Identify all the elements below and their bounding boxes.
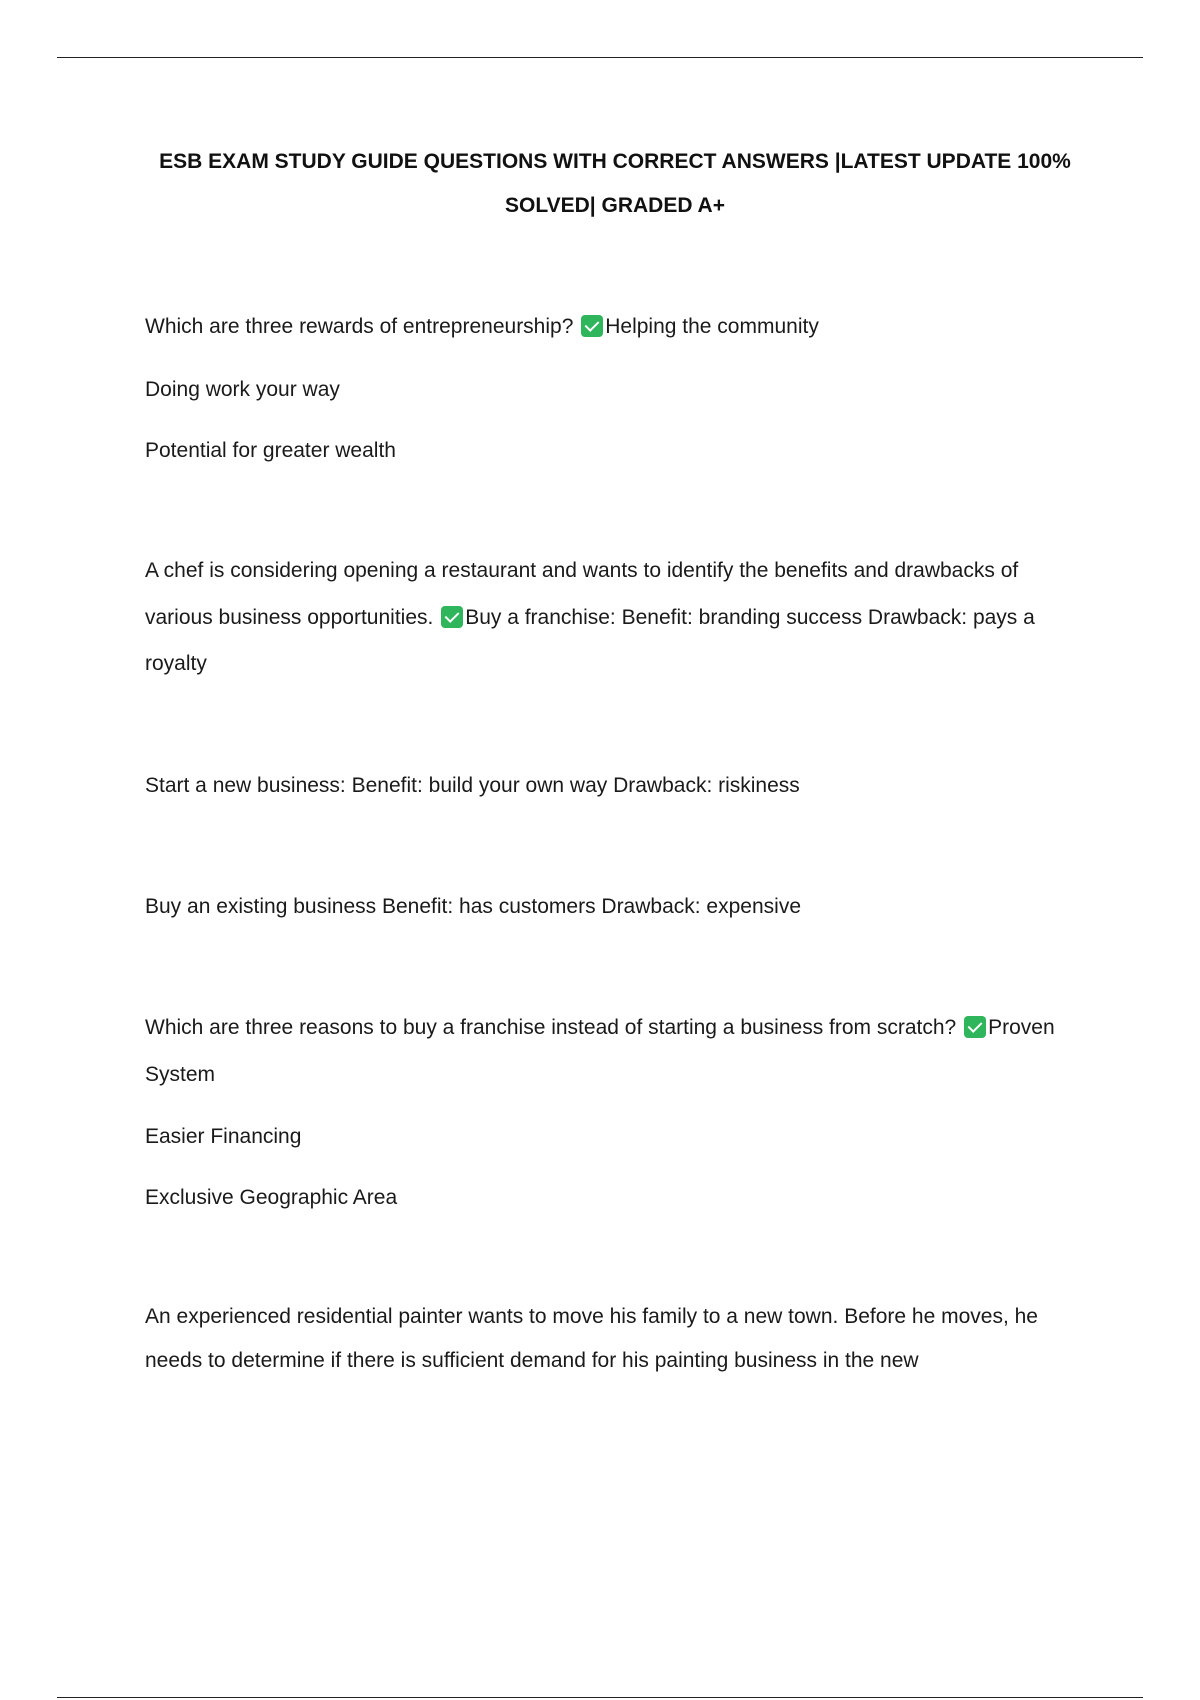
answer-text: Buy a franchise: Benefit: branding success Drawback: pays a royalty [145, 605, 1035, 675]
question-text: An experienced residential painter wants to move his family to a new town. Before he moves, he needs to determine if there is sufficient demand for his painting business in the new [145, 1305, 1038, 1372]
question-text: A chef is considering opening a restaurant and wants to identify the benefits and drawbacks of various business opportunities. [145, 559, 1019, 629]
header-rule [57, 57, 1143, 58]
check-mark-icon [581, 315, 603, 337]
answer-line: Potential for greater wealth [145, 439, 396, 462]
answer-line: Easier Financing [145, 1125, 302, 1148]
question-block [145, 1295, 1085, 1383]
check-mark-icon [441, 606, 463, 628]
question-block [145, 548, 1085, 688]
document-title: ESB EXAM STUDY GUIDE QUESTIONS WITH CORRECT ANSWERS |LATEST UPDATE 100% SOLVED| GRADED A+ [159, 150, 1071, 217]
answer-line: Doing work your way [145, 378, 340, 401]
check-mark-icon [964, 1016, 986, 1038]
question-block [145, 304, 1085, 351]
question-text: Which are three rewards of entrepreneurship? [145, 315, 574, 338]
answer-line: Buy an existing business Benefit: has customers Drawback: expensive [145, 895, 801, 918]
answer-text: Proven System [145, 1016, 1055, 1086]
answer-line: Start a new business: Benefit: build your own way Drawback: riskiness [145, 774, 800, 797]
footer-rule [57, 1697, 1143, 1698]
question-text: Which are three reasons to buy a franchise instead of starting a business from scratch? [145, 1016, 957, 1039]
answer-line: Exclusive Geographic Area [145, 1186, 398, 1209]
answer-text: Helping the community [605, 315, 819, 338]
question-block [145, 1005, 1085, 1098]
